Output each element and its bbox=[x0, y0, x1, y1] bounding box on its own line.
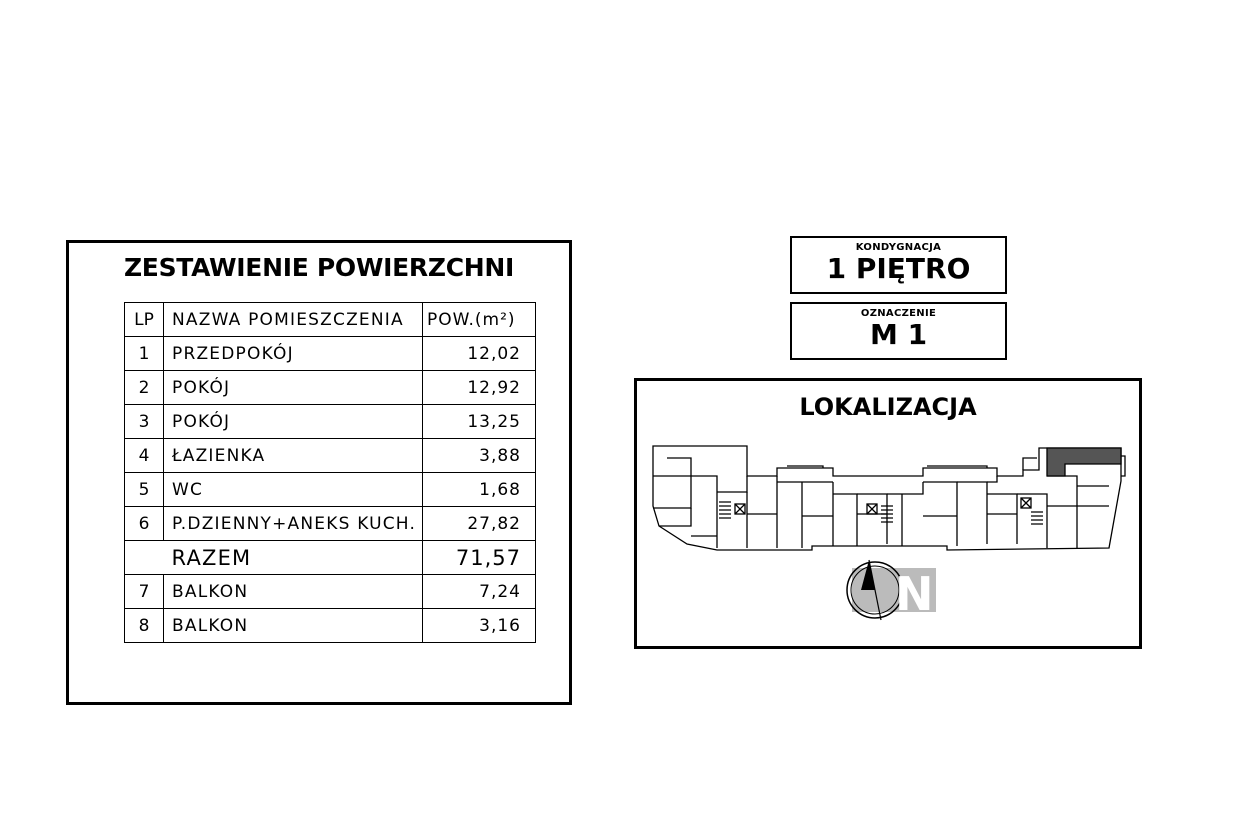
row-room-name: POKÓJ bbox=[164, 405, 423, 439]
row-area: 7,24 bbox=[423, 575, 536, 609]
row-lp: 7 bbox=[125, 575, 164, 609]
total-spacer bbox=[125, 541, 164, 575]
row-lp: 8 bbox=[125, 609, 164, 643]
floor-caption: KONDYGNACJA bbox=[855, 242, 942, 253]
row-area: 13,25 bbox=[423, 405, 536, 439]
row-area: 3,88 bbox=[423, 439, 536, 473]
table-row bbox=[125, 405, 536, 439]
table-row bbox=[125, 337, 536, 371]
row-lp: 5 bbox=[125, 473, 164, 507]
row-room-name: ŁAZIENKA bbox=[164, 439, 423, 473]
location-title: LOKALIZACJA bbox=[799, 393, 977, 421]
row-area: 1,68 bbox=[423, 473, 536, 507]
header-room-name: NAZWA POMIESZCZENIA bbox=[164, 303, 423, 337]
area-summary-panel bbox=[66, 240, 572, 705]
total-row bbox=[125, 541, 536, 575]
area-table bbox=[124, 302, 536, 643]
header-lp: LP bbox=[125, 303, 164, 337]
unit-caption: OZNACZENIE bbox=[860, 308, 937, 319]
header-area: POW.(m²) bbox=[423, 303, 536, 337]
row-room-name: PRZEDPOKÓJ bbox=[164, 337, 423, 371]
floor-value: 1 PIĘTRO bbox=[826, 252, 971, 285]
unit-box bbox=[790, 302, 1007, 360]
table-row bbox=[125, 609, 536, 643]
row-lp: 4 bbox=[125, 439, 164, 473]
total-label: RAZEM bbox=[164, 541, 423, 575]
table-row bbox=[125, 507, 536, 541]
row-room-name: POKÓJ bbox=[164, 371, 423, 405]
north-arrow-compass-icon bbox=[847, 560, 936, 621]
compass-letter: N bbox=[895, 567, 934, 621]
table-row bbox=[125, 473, 536, 507]
site-plan bbox=[647, 436, 1131, 636]
row-area: 12,92 bbox=[423, 371, 536, 405]
row-room-name: BALKON bbox=[164, 609, 423, 643]
floor-box bbox=[790, 236, 1007, 294]
table-row bbox=[125, 371, 536, 405]
location-panel bbox=[634, 378, 1142, 649]
row-room-name: WC bbox=[164, 473, 423, 507]
table-row bbox=[125, 575, 536, 609]
total-area: 71,57 bbox=[423, 541, 536, 575]
unit-value: M 1 bbox=[869, 318, 928, 351]
table-header-row bbox=[125, 303, 536, 337]
row-area: 12,02 bbox=[423, 337, 536, 371]
row-area: 3,16 bbox=[423, 609, 536, 643]
row-room-name: BALKON bbox=[164, 575, 423, 609]
row-lp: 3 bbox=[125, 405, 164, 439]
row-room-name: P.DZIENNY+ANEKS KUCH. bbox=[164, 507, 423, 541]
summary-title: ZESTAWIENIE POWIERZCHNI bbox=[123, 253, 514, 282]
selected-unit-highlight bbox=[1047, 448, 1121, 476]
row-lp: 6 bbox=[125, 507, 164, 541]
row-lp: 1 bbox=[125, 337, 164, 371]
row-lp: 2 bbox=[125, 371, 164, 405]
table-row bbox=[125, 439, 536, 473]
row-area: 27,82 bbox=[423, 507, 536, 541]
